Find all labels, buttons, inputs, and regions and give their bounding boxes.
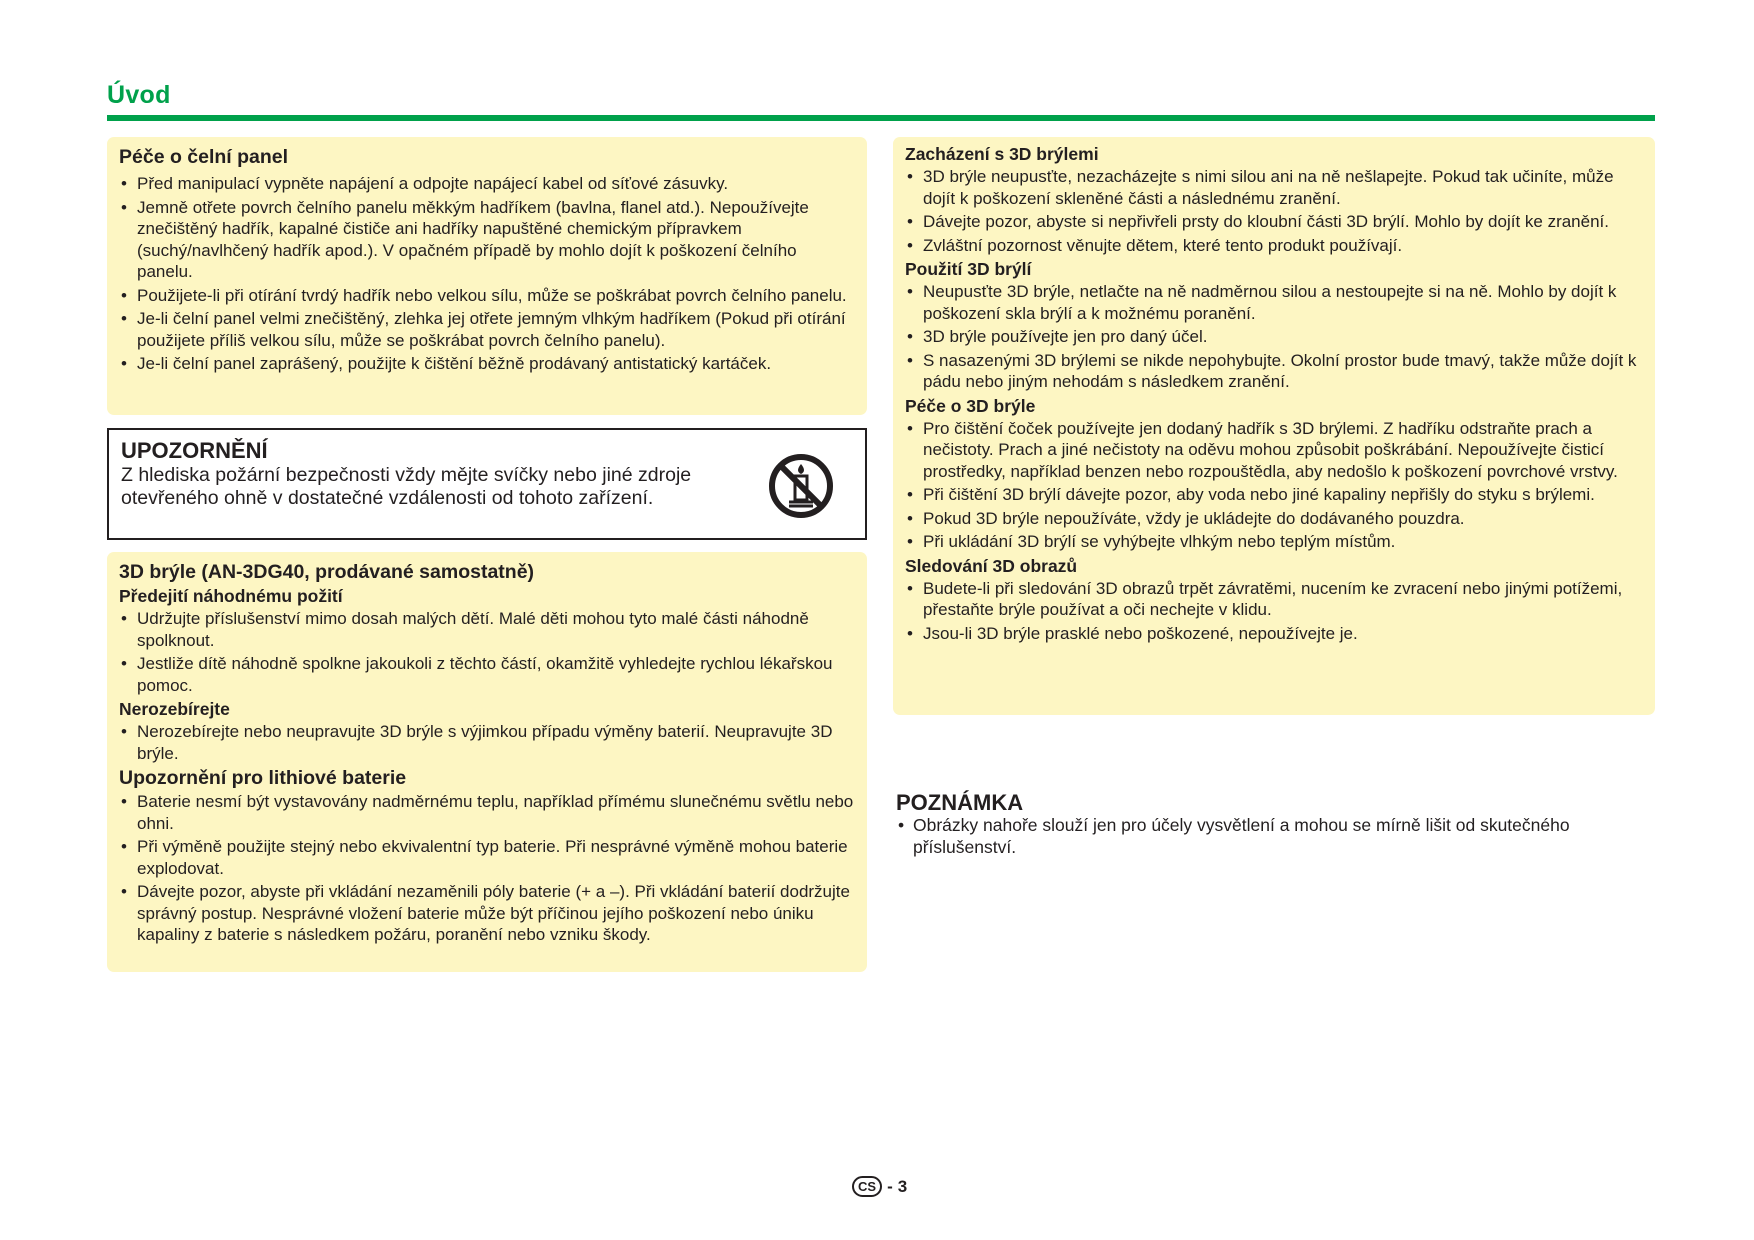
front-panel-care-section (107, 137, 867, 415)
front-panel-care-list (119, 173, 855, 375)
page-title: Úvod (107, 81, 171, 109)
list-item: • Při čištění 3D brýlí dávejte pozor, aby voda nebo jiné kapaliny nepřišly do styku s brýlemi. (905, 484, 1643, 506)
list-item: • Dávejte pozor, abyste si nepřivřeli prsty do kloubní části 3D brýlí. Mohlo by dojít ke zranění. (905, 211, 1643, 233)
list-item: • Obrázky nahoře slouží jen pro účely vysvětlení a mohou se mírně lišit od skutečného příslušenství. (896, 815, 1656, 858)
list-item: • Neupusťte 3D brýle, netlačte na ně nadměrnou silou a nestoupejte si na ně. Mohlo by dojít k poškození skla brýlí a k možnému poranění. (905, 281, 1643, 324)
swallow-list (119, 608, 855, 696)
3d-glasses-section (107, 552, 867, 972)
note-section (896, 815, 1656, 860)
subheading: Použití 3D brýlí (905, 259, 1032, 279)
note-list (896, 815, 1656, 858)
caution-text: Z hlediska požární bezpečnosti vždy mějte svíčky nebo jiné zdroje otevřeného ohně v dostatečné vzdálenosti od tohoto zařízení. (121, 464, 692, 509)
page-number (852, 1176, 907, 1197)
list-item: • Baterie nesmí být vystavovány nadměrnému teplu, například přímému slunečnému světlu nebo ohni. (119, 791, 855, 834)
viewing-list (905, 578, 1643, 645)
list-item: • Budete-li při sledování 3D obrazů trpět závratěmi, nucením ke zvracení nebo jinými potížemi, přestaňte brýle používat a oči nechejte v klidu. (905, 578, 1643, 621)
subheading: Zacházení s 3D brýlemi (905, 144, 1099, 164)
list-item: • Nerozebírejte nebo neupravujte 3D brýle s výjimkou případu výměny baterií. Neupravujte 3D brýle. (119, 721, 855, 764)
list-item: • S nasazenými 3D brýlemi se nikde nepohybujte. Okolní prostor bude tmavý, takže může dojít k pádu nebo jiným nehodám s následkem zranění. (905, 350, 1643, 393)
list-item: • Jemně otřete povrch čelního panelu měkkým hadříkem (bavlna, flanel atd.). Nepoužívejte znečištěný hadřík, kapalné čističe ani hadříky napuštěné chemickým přípravkem (suchý/navlhčený hadřík apod.). V opačném případě by mohlo dojít k poškození čelního panelu. (119, 197, 855, 283)
list-item: • Při ukládání 3D brýlí se vyhýbejte vlhkým nebo teplým místům. (905, 531, 1643, 553)
list-item: • Jestliže dítě náhodně spolkne jakoukoli z těchto částí, okamžitě vyhledejte rychlou lékařskou pomoc. (119, 653, 855, 696)
page-separator: - (887, 1176, 893, 1196)
3d-glasses-handling-section (893, 137, 1655, 715)
list-item: • Je-li čelní panel zaprášený, použijte k čištění běžně prodávaný antistatický kartáček. (119, 353, 855, 375)
list-item: • 3D brýle neupusťte, nezacházejte s nimi silou ani na ně nešlapejte. Pokud tak učiníte, může dojít k poškození skleněné části a následnému zranění. (905, 166, 1643, 209)
care-list (905, 418, 1643, 553)
no-candle-icon (767, 452, 835, 520)
list-item: • Jsou-li 3D brýle prasklé nebo poškozené, nepoužívejte je. (905, 623, 1643, 645)
subheading: Péče o 3D brýle (905, 395, 1036, 416)
subheading: Sledování 3D obrazů (905, 555, 1078, 576)
list-item: • Při výměně použijte stejný nebo ekvivalentní typ baterie. Při nesprávné výměně mohou baterie explodovat. (119, 836, 855, 879)
list-item: • Dávejte pozor, abyste při vkládání nezaměnili póly baterie (+ a –). Při vkládání baterií dodržujte správný postup. Nesprávné vložení baterie může být příčinou jejího poškození nebo úniku kapaliny z baterie s následkem požáru, poranění nebo vzniku škody. (119, 881, 855, 946)
title-divider (107, 115, 1655, 121)
list-item: • Pokud 3D brýle nepoužíváte, vždy je ukládejte do dodávaného pouzdra. (905, 508, 1643, 530)
usage-list (905, 281, 1643, 393)
list-item: • Před manipulací vypněte napájení a odpojte napájecí kabel od síťové zásuvky. (119, 173, 855, 195)
language-badge: CS (852, 1176, 882, 1197)
subheading: Nerozebírejte (119, 699, 230, 719)
caution-box (107, 428, 867, 540)
list-item: • Použijete-li při otírání tvrdý hadřík nebo velkou sílu, může se poškrábat povrch čelního panelu. (119, 285, 855, 307)
list-item: • Zvláštní pozornost věnujte dětem, které tento produkt používají. (905, 235, 1643, 257)
list-item: • Udržujte příslušenství mimo dosah malých dětí. Malé děti mohou tyto malé části náhodně spolknout. (119, 608, 855, 651)
caution-title: UPOZORNĚNÍ (121, 438, 268, 463)
note-title: POZNÁMKA (896, 790, 1024, 815)
list-item: • Je-li čelní panel velmi znečištěný, zlehka jej otřete jemným vlhkým hadříkem (Pokud při otírání použijete příliš velkou sílu, může se poškrábat povrch čelního panelu). (119, 308, 855, 351)
battery-title: Upozornění pro lithiové baterie (119, 767, 407, 789)
3d-glasses-title: 3D brýle (AN-3DG40, prodávané samostatně) (119, 561, 535, 583)
battery-list (119, 791, 855, 946)
disassemble-list (119, 721, 855, 764)
page-number-value: 3 (897, 1176, 908, 1196)
list-item: • 3D brýle používejte jen pro daný účel. (905, 326, 1643, 348)
list-item: • Pro čištění čoček používejte jen dodaný hadřík s 3D brýlemi. Z hadříku odstraňte prach a nečistoty. Prach a jiné nečistoty na oděvu mohou způsobit poškrábání. Nepoužívejte čisticí prostředky, například benzen nebo rozpouštědla, aby nedošlo k poškození povrchové vrstvy. (905, 418, 1643, 483)
front-panel-care-title: Péče o čelní panel (119, 146, 289, 168)
subheading: Předejití náhodnému požití (119, 586, 343, 606)
handling-list (905, 166, 1643, 256)
